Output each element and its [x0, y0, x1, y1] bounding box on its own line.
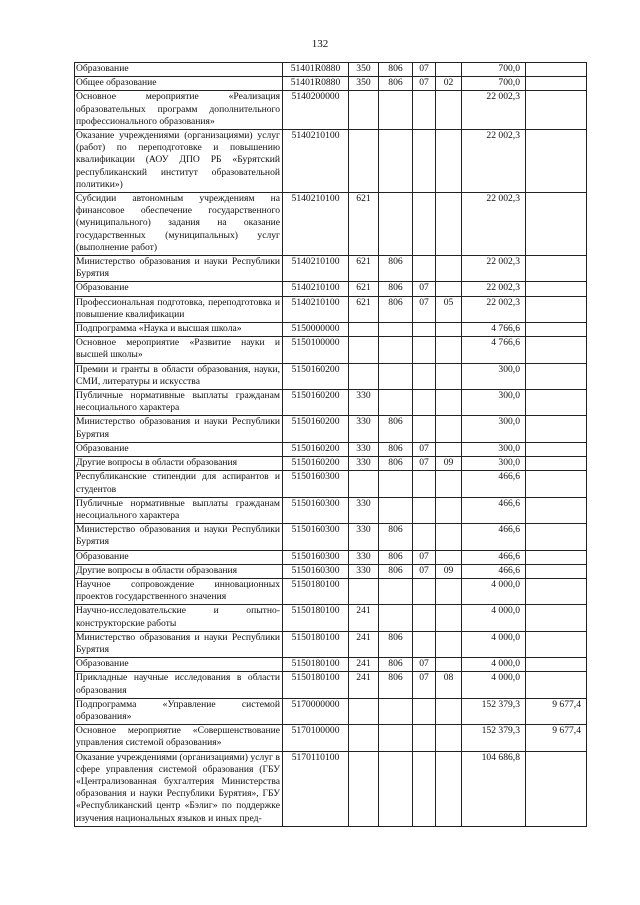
row-name: Подпрограмма «Наука и высшая школа» — [75, 323, 283, 337]
table-row — [75, 416, 587, 442]
row-code: 5150180100 — [283, 605, 349, 631]
row-ministry-code — [379, 578, 413, 604]
row-ministry-code: 806 — [379, 63, 413, 77]
row-subsection — [436, 578, 462, 604]
row-subsection — [436, 390, 462, 416]
row-sum-1: 4 766,6 — [462, 337, 526, 363]
row-ministry-code: 806 — [379, 77, 413, 91]
page-number: 132 — [311, 38, 329, 50]
row-code: 5140200000 — [283, 91, 349, 130]
table-row — [75, 457, 587, 471]
row-ministry-code — [379, 751, 413, 826]
row-name: Премии и гранты в области образования, науки, СМИ, литературы и искусства — [75, 363, 283, 389]
table-row — [75, 323, 587, 337]
row-code: 5150160300 — [283, 524, 349, 550]
table-row — [75, 564, 587, 578]
row-expense-type: 241 — [349, 658, 379, 672]
row-name: Общее образование — [75, 77, 283, 91]
row-sum-1: 300,0 — [462, 390, 526, 416]
row-ministry-code — [379, 605, 413, 631]
row-name: Научное сопровождение инновационных проектов государственного значения — [75, 578, 283, 604]
row-sum-1: 466,6 — [462, 524, 526, 550]
table-row — [75, 631, 587, 657]
row-sum-1: 22 002,3 — [462, 130, 526, 193]
row-expense-type — [349, 363, 379, 389]
row-name: Прикладные научные исследования в области образования — [75, 672, 283, 698]
row-ministry-code: 806 — [379, 550, 413, 564]
row-section — [413, 631, 436, 657]
row-sum-2 — [526, 363, 587, 389]
row-section — [413, 751, 436, 826]
row-subsection — [436, 524, 462, 550]
table-row — [75, 390, 587, 416]
row-name: Оказание учреждениями (организациями) услуг в сфере управления системой образования (ГБУ «Централизованная бухгалтерия Министерства образования и науки Республики Бурятия», ГБУ «Республиканский центр «Бэлиг» по поддержке изучения национальных языков и иных пред- — [75, 751, 283, 826]
row-sum-1: 22 002,3 — [462, 193, 526, 256]
row-sum-2 — [526, 323, 587, 337]
row-subsection — [436, 725, 462, 751]
table-row — [75, 524, 587, 550]
row-code: 5150180100 — [283, 672, 349, 698]
row-sum-1: 22 002,3 — [462, 256, 526, 282]
row-ministry-code — [379, 337, 413, 363]
row-sum-1: 152 379,3 — [462, 698, 526, 724]
row-name: Министерство образования и науки Республики Бурятия — [75, 524, 283, 550]
row-expense-type — [349, 91, 379, 130]
row-code: 5150160200 — [283, 457, 349, 471]
row-subsection — [436, 91, 462, 130]
row-expense-type — [349, 698, 379, 724]
row-sum-1: 466,6 — [462, 564, 526, 578]
row-expense-type: 330 — [349, 497, 379, 523]
row-name: Образование — [75, 658, 283, 672]
row-subsection — [436, 130, 462, 193]
table-row — [75, 672, 587, 698]
row-ministry-code: 806 — [379, 564, 413, 578]
table-row — [75, 296, 587, 322]
row-ministry-code: 806 — [379, 282, 413, 296]
row-section: 07 — [413, 564, 436, 578]
row-sum-2 — [526, 416, 587, 442]
row-sum-2 — [526, 91, 587, 130]
table-row — [75, 363, 587, 389]
row-sum-2 — [526, 658, 587, 672]
row-subsection — [436, 550, 462, 564]
row-subsection: 09 — [436, 564, 462, 578]
row-code: 5150160200 — [283, 442, 349, 456]
row-sum-1: 300,0 — [462, 416, 526, 442]
row-ministry-code: 806 — [379, 631, 413, 657]
table-row — [75, 337, 587, 363]
row-code: 51401R0880 — [283, 63, 349, 77]
row-code: 5170100000 — [283, 725, 349, 751]
table-row — [75, 751, 587, 826]
row-expense-type: 350 — [349, 63, 379, 77]
row-expense-type: 330 — [349, 550, 379, 564]
row-sum-2 — [526, 497, 587, 523]
row-code: 5140210100 — [283, 256, 349, 282]
row-sum-2 — [526, 63, 587, 77]
row-subsection: 05 — [436, 296, 462, 322]
row-section — [413, 524, 436, 550]
row-expense-type — [349, 725, 379, 751]
row-ministry-code — [379, 363, 413, 389]
row-subsection — [436, 323, 462, 337]
row-expense-type — [349, 471, 379, 497]
row-subsection — [436, 363, 462, 389]
row-section — [413, 256, 436, 282]
row-code: 5150160300 — [283, 564, 349, 578]
row-name: Образование — [75, 63, 283, 77]
row-section: 07 — [413, 282, 436, 296]
row-name: Подпрограмма «Управление системой образования» — [75, 698, 283, 724]
row-section — [413, 497, 436, 523]
row-section — [413, 578, 436, 604]
table-row — [75, 256, 587, 282]
row-section — [413, 337, 436, 363]
row-name: Другие вопросы в области образования — [75, 564, 283, 578]
row-expense-type: 621 — [349, 296, 379, 322]
row-expense-type: 241 — [349, 631, 379, 657]
row-sum-1: 4 000,0 — [462, 672, 526, 698]
row-expense-type: 621 — [349, 256, 379, 282]
row-ministry-code — [379, 193, 413, 256]
row-code: 5150180100 — [283, 658, 349, 672]
row-code: 51401R0880 — [283, 77, 349, 91]
row-section — [413, 193, 436, 256]
row-sum-1: 22 002,3 — [462, 91, 526, 130]
row-expense-type: 241 — [349, 672, 379, 698]
table-row — [75, 497, 587, 523]
row-ministry-code — [379, 91, 413, 130]
row-expense-type: 330 — [349, 416, 379, 442]
row-section — [413, 605, 436, 631]
table-row — [75, 91, 587, 130]
table-row — [75, 130, 587, 193]
row-ministry-code — [379, 725, 413, 751]
row-name: Субсидии автономным учреждениям на финансовое обеспечение государственного (муниципального) задания на оказание государственных (муниципальных) услуг (выполнение работ) — [75, 193, 283, 256]
row-sum-1: 700,0 — [462, 63, 526, 77]
row-subsection: 08 — [436, 672, 462, 698]
row-code: 5150160300 — [283, 471, 349, 497]
row-name: Основное мероприятие «Совершенствование управления системой образования» — [75, 725, 283, 751]
row-sum-1: 4 000,0 — [462, 658, 526, 672]
row-ministry-code: 806 — [379, 658, 413, 672]
row-subsection — [436, 497, 462, 523]
row-code: 5150180100 — [283, 631, 349, 657]
row-sum-1: 466,6 — [462, 471, 526, 497]
row-code: 5150160200 — [283, 390, 349, 416]
table-row — [75, 578, 587, 604]
table-row — [75, 550, 587, 564]
row-ministry-code: 806 — [379, 457, 413, 471]
row-subsection: 02 — [436, 77, 462, 91]
row-ministry-code — [379, 130, 413, 193]
row-ministry-code: 806 — [379, 256, 413, 282]
row-section — [413, 91, 436, 130]
row-code: 5150180100 — [283, 578, 349, 604]
row-sum-2 — [526, 471, 587, 497]
row-expense-type: 330 — [349, 457, 379, 471]
row-sum-2 — [526, 390, 587, 416]
row-sum-2 — [526, 296, 587, 322]
row-section — [413, 698, 436, 724]
row-sum-2 — [526, 550, 587, 564]
row-subsection — [436, 658, 462, 672]
row-section — [413, 130, 436, 193]
row-expense-type — [349, 130, 379, 193]
row-name: Оказание учреждениями (организациями) услуг (работ) по переподготовке и повышению квалификации (АОУ ДПО РБ «Бурятский республиканский институт образовательной политики») — [75, 130, 283, 193]
row-subsection — [436, 631, 462, 657]
table-row — [75, 471, 587, 497]
row-subsection — [436, 751, 462, 826]
row-code: 5140210100 — [283, 193, 349, 256]
row-ministry-code: 806 — [379, 442, 413, 456]
row-expense-type: 330 — [349, 564, 379, 578]
row-ministry-code — [379, 471, 413, 497]
row-sum-1: 22 002,3 — [462, 282, 526, 296]
row-subsection — [436, 256, 462, 282]
table-row — [75, 282, 587, 296]
row-code: 5150160200 — [283, 416, 349, 442]
row-code: 5140210100 — [283, 296, 349, 322]
row-code: 5170110100 — [283, 751, 349, 826]
row-sum-2 — [526, 672, 587, 698]
table-row — [75, 658, 587, 672]
table-row — [75, 77, 587, 91]
table-row — [75, 725, 587, 751]
row-expense-type: 621 — [349, 193, 379, 256]
row-name: Основное мероприятие «Развитие науки и высшей школы» — [75, 337, 283, 363]
row-sum-1: 300,0 — [462, 363, 526, 389]
row-section: 07 — [413, 442, 436, 456]
row-subsection — [436, 337, 462, 363]
row-code: 5150160200 — [283, 363, 349, 389]
row-sum-2 — [526, 564, 587, 578]
row-sum-2 — [526, 442, 587, 456]
table-row — [75, 442, 587, 456]
row-code: 5150000000 — [283, 323, 349, 337]
row-section — [413, 416, 436, 442]
row-name: Публичные нормативные выплаты гражданам несоциального характера — [75, 390, 283, 416]
row-section: 07 — [413, 658, 436, 672]
row-sum-2 — [526, 193, 587, 256]
row-code: 5150100000 — [283, 337, 349, 363]
row-sum-1: 152 379,3 — [462, 725, 526, 751]
row-subsection — [436, 442, 462, 456]
table-body — [75, 63, 587, 827]
row-section — [413, 725, 436, 751]
row-ministry-code: 806 — [379, 672, 413, 698]
row-sum-1: 4 000,0 — [462, 605, 526, 631]
row-section: 07 — [413, 77, 436, 91]
row-sum-1: 700,0 — [462, 77, 526, 91]
row-sum-1: 300,0 — [462, 442, 526, 456]
row-sum-1: 4 766,6 — [462, 323, 526, 337]
row-sum-1: 466,6 — [462, 550, 526, 564]
row-name: Профессиональная подготовка, переподготовка и повышение квалификации — [75, 296, 283, 322]
row-sum-1: 22 002,3 — [462, 296, 526, 322]
row-expense-type: 330 — [349, 442, 379, 456]
row-section — [413, 323, 436, 337]
row-ministry-code — [379, 390, 413, 416]
row-sum-2 — [526, 631, 587, 657]
row-expense-type: 330 — [349, 524, 379, 550]
row-code: 5170000000 — [283, 698, 349, 724]
row-name: Другие вопросы в области образования — [75, 457, 283, 471]
row-section: 07 — [413, 457, 436, 471]
row-sum-2 — [526, 578, 587, 604]
row-section — [413, 471, 436, 497]
row-name: Публичные нормативные выплаты гражданам несоциального характера — [75, 497, 283, 523]
row-name: Образование — [75, 442, 283, 456]
row-section: 07 — [413, 672, 436, 698]
row-name: Республиканские стипендии для аспирантов и студентов — [75, 471, 283, 497]
table-row — [75, 193, 587, 256]
row-subsection — [436, 698, 462, 724]
row-sum-1: 466,6 — [462, 497, 526, 523]
row-subsection — [436, 471, 462, 497]
row-ministry-code: 806 — [379, 416, 413, 442]
row-expense-type — [349, 578, 379, 604]
row-subsection — [436, 416, 462, 442]
row-name: Научно-исследовательские и опытно-конструкторские работы — [75, 605, 283, 631]
row-code: 5150160300 — [283, 497, 349, 523]
row-subsection — [436, 605, 462, 631]
row-name: Министерство образования и науки Республики Бурятия — [75, 416, 283, 442]
row-sum-2 — [526, 77, 587, 91]
row-code: 5150160300 — [283, 550, 349, 564]
row-sum-2: 9 677,4 — [526, 725, 587, 751]
row-sum-2 — [526, 337, 587, 363]
row-ministry-code: 806 — [379, 524, 413, 550]
row-subsection: 09 — [436, 457, 462, 471]
row-ministry-code — [379, 497, 413, 523]
row-expense-type — [349, 751, 379, 826]
row-section — [413, 363, 436, 389]
row-expense-type: 350 — [349, 77, 379, 91]
row-code: 5140210100 — [283, 130, 349, 193]
row-expense-type — [349, 323, 379, 337]
row-sum-2 — [526, 256, 587, 282]
row-ministry-code: 806 — [379, 296, 413, 322]
row-expense-type: 330 — [349, 390, 379, 416]
row-expense-type: 621 — [349, 282, 379, 296]
row-name: Министерство образования и науки Республики Бурятия — [75, 631, 283, 657]
row-section: 07 — [413, 550, 436, 564]
row-code: 5140210100 — [283, 282, 349, 296]
row-sum-2 — [526, 130, 587, 193]
row-expense-type: 241 — [349, 605, 379, 631]
table-row — [75, 63, 587, 77]
row-name: Образование — [75, 282, 283, 296]
row-subsection — [436, 193, 462, 256]
row-subsection — [436, 282, 462, 296]
row-sum-1: 300,0 — [462, 457, 526, 471]
budget-table — [74, 62, 587, 827]
row-sum-2 — [526, 751, 587, 826]
row-ministry-code — [379, 698, 413, 724]
row-sum-2 — [526, 524, 587, 550]
row-section: 07 — [413, 63, 436, 77]
row-sum-2: 9 677,4 — [526, 698, 587, 724]
row-sum-1: 4 000,0 — [462, 631, 526, 657]
row-section — [413, 390, 436, 416]
row-expense-type — [349, 337, 379, 363]
row-name: Основное мероприятие «Реализация образовательных программ дополнительного профессионального образования» — [75, 91, 283, 130]
table-row — [75, 605, 587, 631]
row-subsection — [436, 63, 462, 77]
row-sum-2 — [526, 282, 587, 296]
row-sum-2 — [526, 605, 587, 631]
row-name: Образование — [75, 550, 283, 564]
row-section: 07 — [413, 296, 436, 322]
table-row — [75, 698, 587, 724]
row-ministry-code — [379, 323, 413, 337]
row-sum-1: 4 000,0 — [462, 578, 526, 604]
row-sum-1: 104 686,8 — [462, 751, 526, 826]
row-name: Министерство образования и науки Республики Бурятия — [75, 256, 283, 282]
row-sum-2 — [526, 457, 587, 471]
